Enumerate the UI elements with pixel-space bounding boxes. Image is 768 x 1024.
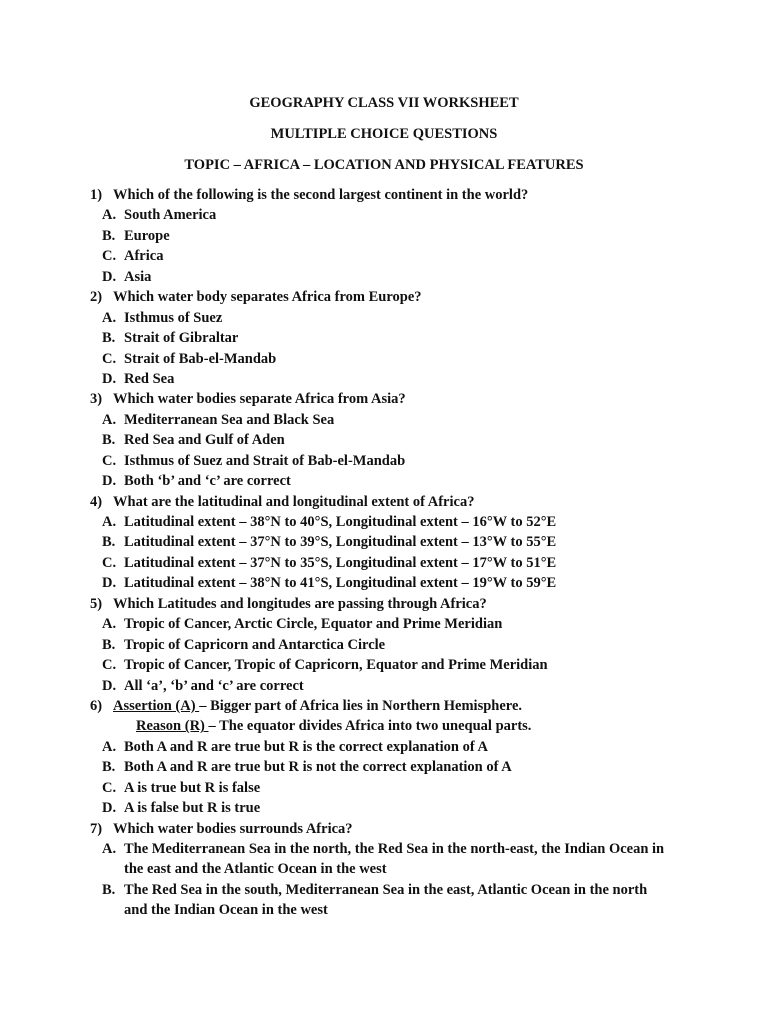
option-letter: B.: [102, 227, 116, 244]
option-letter: A.: [102, 411, 117, 428]
option-6c: [90, 778, 690, 798]
option-letter: A.: [102, 207, 117, 224]
question-number: 7): [90, 820, 103, 837]
question-6-reason: [90, 716, 690, 736]
option-4d: [90, 573, 690, 593]
option-text: Latitudinal extent – 37°N to 39°S, Longitudinal extent – 13°W to 55°E: [124, 534, 557, 551]
option-text: A is false but R is true: [124, 800, 261, 817]
option-text: Tropic of Capricorn and Antarctica Circle: [124, 636, 386, 653]
option-2a: [90, 308, 690, 328]
question-text: Which Latitudes and longitudes are passing through Africa?: [113, 595, 487, 612]
question-list: [90, 185, 690, 921]
question-1: [90, 185, 690, 205]
option-text: Tropic of Cancer, Tropic of Capricorn, Equator and Prime Meridian: [124, 657, 548, 674]
worksheet-title: GEOGRAPHY CLASS VII WORKSHEET: [249, 95, 519, 111]
option-text: Latitudinal extent – 37°N to 35°S, Longitudinal extent – 17°W to 51°E: [124, 554, 557, 571]
option-1b: [90, 226, 690, 246]
option-1d: [90, 267, 690, 287]
option-letter: D.: [102, 575, 117, 592]
option-letter: C.: [102, 452, 117, 469]
option-4a: [90, 512, 690, 532]
option-text: Isthmus of Suez: [124, 309, 223, 326]
option-text: Red Sea and Gulf of Aden: [124, 432, 285, 449]
question-number: 5): [90, 595, 103, 612]
option-text: All ‘a’, ‘b’ and ‘c’ are correct: [124, 677, 304, 694]
option-6d: [90, 798, 690, 818]
option-letter: C.: [102, 248, 117, 265]
question-4: [90, 492, 690, 512]
option-3a: [90, 410, 690, 430]
question-text: Which water bodies separate Africa from Asia?: [113, 391, 406, 408]
option-text: The Mediterranean Sea in the north, the Red Sea in the north-east, the Indian Ocean in the east and the Atlantic Ocean in the west: [124, 841, 665, 878]
question-number: 2): [90, 289, 103, 306]
option-text: Isthmus of Suez and Strait of Bab-el-Mandab: [124, 452, 406, 469]
option-text: Latitudinal extent – 38°N to 41°S, Longitudinal extent – 19°W to 59°E: [124, 575, 557, 592]
option-7b: [90, 880, 690, 921]
reason-label: Reason (R): [136, 718, 209, 735]
option-letter: C.: [102, 779, 117, 796]
option-letter: D.: [102, 370, 117, 387]
question-3: [90, 389, 690, 409]
reason-text: – The equator divides Africa into two unequal parts.: [208, 718, 532, 735]
option-6b: [90, 757, 690, 777]
question-number: 1): [90, 187, 103, 203]
option-1a: [90, 205, 690, 225]
option-letter: D.: [102, 800, 117, 817]
question-text: Which water bodies surrounds Africa?: [113, 820, 353, 837]
question-number: 6): [90, 697, 103, 714]
option-text: Both A and R are true but R is the correct explanation of A: [124, 738, 488, 755]
option-text: Both A and R are true but R is not the correct explanation of A: [124, 759, 512, 776]
option-text: Africa: [124, 248, 164, 265]
option-text: Strait of Bab-el-Mandab: [124, 350, 277, 367]
option-letter: D.: [102, 473, 117, 490]
option-text: Europe: [124, 227, 170, 244]
question-number: 4): [90, 493, 103, 510]
option-text: Latitudinal extent – 38°N to 40°S, Longitudinal extent – 16°W to 52°E: [124, 514, 557, 530]
question-7: [90, 819, 690, 839]
option-letter: D.: [102, 677, 117, 694]
option-text: Red Sea: [124, 370, 175, 387]
option-5c: [90, 655, 690, 675]
option-letter: A.: [102, 841, 117, 857]
option-text: Tropic of Cancer, Arctic Circle, Equator and Prime Meridian: [124, 616, 503, 633]
option-letter: C.: [102, 554, 117, 571]
worksheet-topic: TOPIC – AFRICA – LOCATION AND PHYSICAL FEATURES: [184, 157, 584, 173]
question-text: Which of the following is the second largest continent in the world?: [113, 187, 529, 203]
option-letter: B.: [102, 636, 116, 653]
option-letter: A.: [102, 738, 117, 755]
option-4b: [90, 532, 690, 552]
question-5: [90, 594, 690, 614]
option-letter: B.: [102, 534, 116, 551]
option-5b: [90, 635, 690, 655]
option-text: Mediterranean Sea and Black Sea: [124, 411, 335, 428]
option-letter: B.: [102, 759, 116, 776]
option-letter: C.: [102, 657, 117, 674]
question-number: 3): [90, 391, 103, 408]
option-6a: [90, 737, 690, 757]
option-letter: A.: [102, 309, 117, 326]
option-3b: [90, 430, 690, 450]
question-text: What are the latitudinal and longitudinal extent of Africa?: [113, 493, 475, 510]
option-7a: [90, 839, 690, 880]
assertion-text: – Bigger part of Africa lies in Northern Hemisphere.: [199, 697, 523, 714]
option-letter: B.: [102, 881, 116, 898]
option-text: Asia: [124, 268, 152, 285]
option-1c: [90, 246, 690, 266]
option-3d: [90, 471, 690, 491]
option-letter: C.: [102, 350, 117, 367]
option-text: A is true but R is false: [124, 779, 261, 796]
option-text: The Red Sea in the south, Mediterranean Sea in the east, Atlantic Ocean in the north and the Indian Ocean in the west: [124, 881, 648, 919]
question-6: [90, 696, 690, 716]
option-letter: D.: [102, 268, 117, 285]
question-text: Which water body separates Africa from Europe?: [113, 289, 422, 306]
option-3c: [90, 451, 690, 471]
assertion-label: Assertion (A): [113, 697, 200, 714]
option-text: Strait of Gibraltar: [124, 330, 239, 347]
option-2c: [90, 349, 690, 369]
option-letter: A.: [102, 514, 117, 530]
option-2b: [90, 328, 690, 348]
option-4c: [90, 553, 690, 573]
worksheet-subtitle: MULTIPLE CHOICE QUESTIONS: [270, 126, 498, 142]
option-letter: A.: [102, 616, 117, 633]
option-letter: B.: [102, 432, 116, 449]
option-text: Both ‘b’ and ‘c’ are correct: [124, 473, 291, 490]
option-text: South America: [124, 207, 217, 224]
question-2: [90, 287, 690, 307]
option-letter: B.: [102, 330, 116, 347]
option-2d: [90, 369, 690, 389]
option-5d: [90, 676, 690, 696]
option-5a: [90, 614, 690, 634]
